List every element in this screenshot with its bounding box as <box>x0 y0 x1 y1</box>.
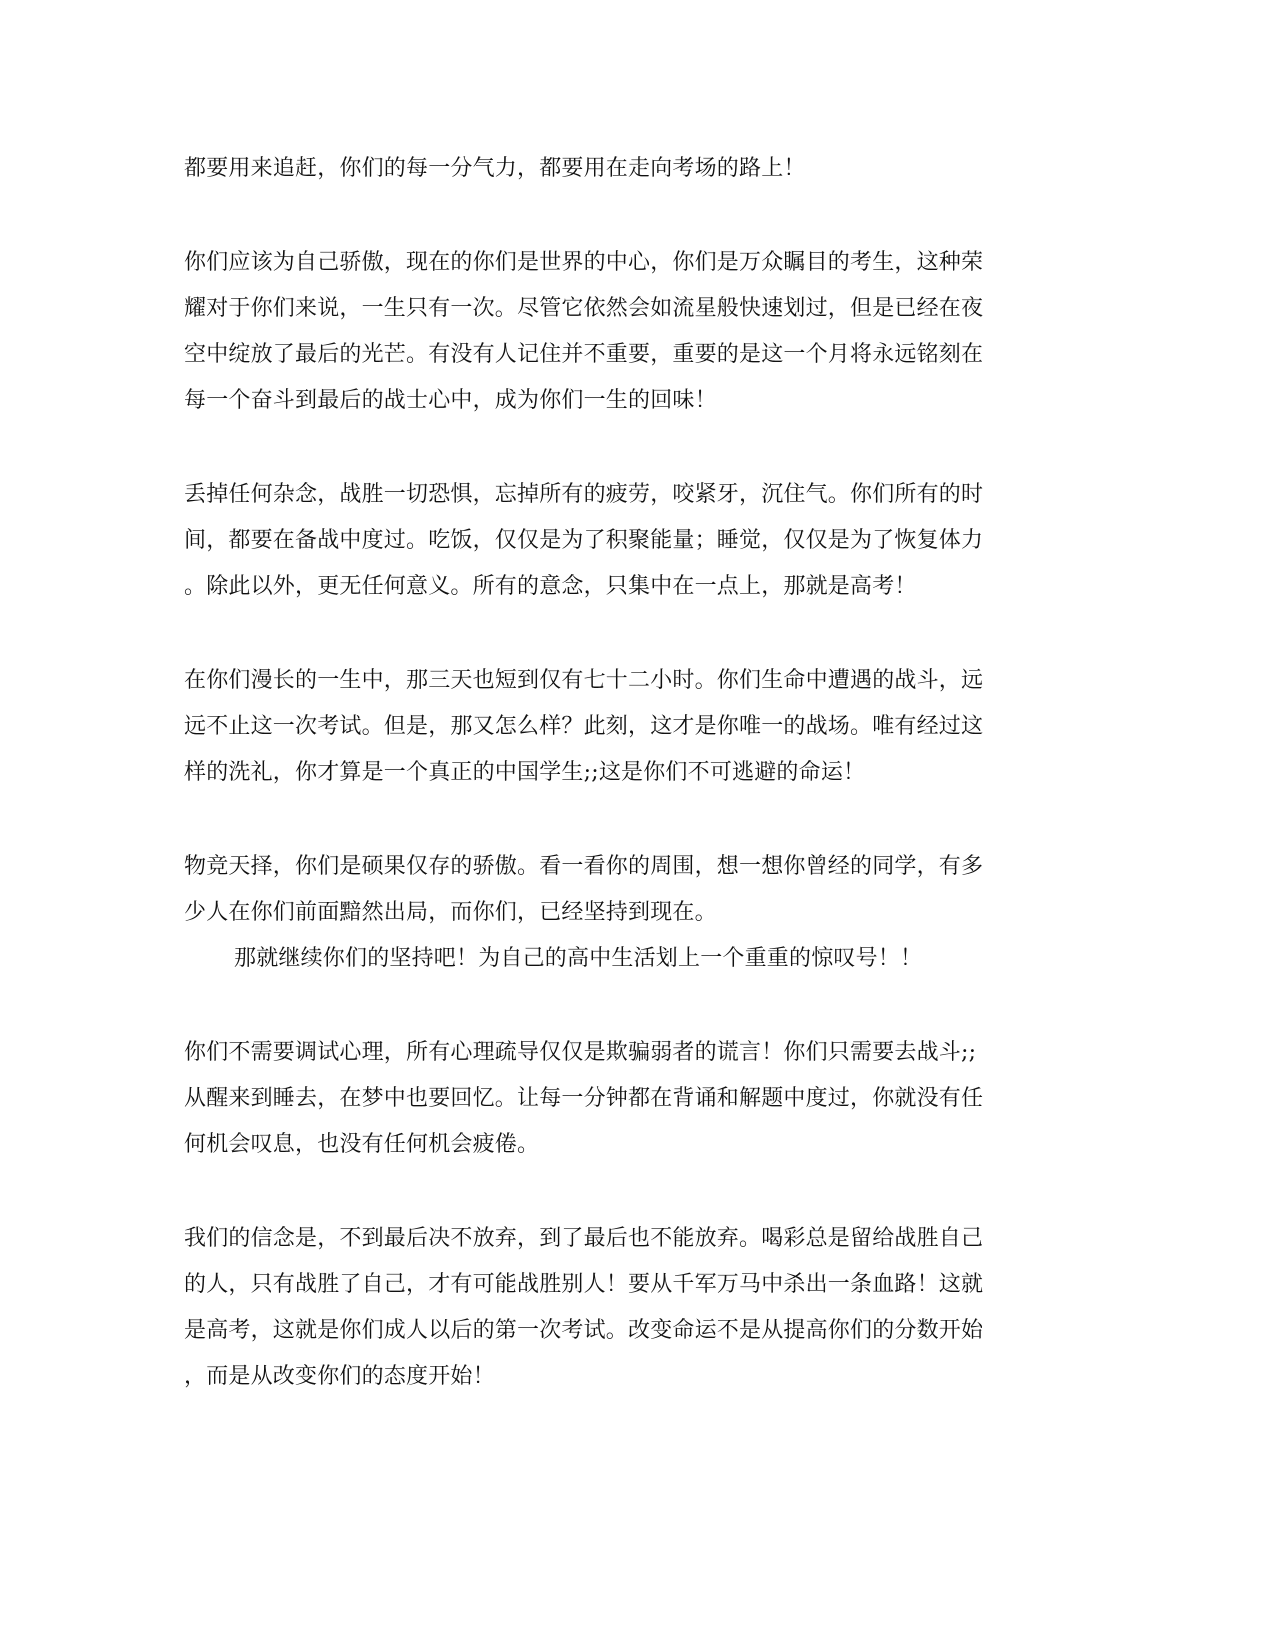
paragraph-7-line-4: ，而是从改变你们的态度开始！ <box>184 1364 495 1389</box>
paragraph-5-line-3: 那就继续你们的坚持吧！为自己的高中生活划上一个重重的惊叹号！！ <box>234 946 923 971</box>
paragraph-2-line-3: 空中绽放了最后的光芒。有没有人记住并不重要，重要的是这一个月将永远铭刻在 <box>184 342 984 367</box>
paragraph-7-line-1: 我们的信念是，不到最后决不放弃，到了最后也不能放弃。喝彩总是留给战胜自己 <box>184 1226 984 1251</box>
paragraph-1-line-1: 都要用来追赶，你们的每一分气力，都要用在走向考场的路上！ <box>184 156 806 181</box>
paragraph-5-line-2: 少人在你们前面黯然出局，而你们，已经坚持到现在。 <box>184 900 717 925</box>
paragraph-4-line-3: 样的洗礼，你才算是一个真正的中国学生;;这是你们不可逃避的命运！ <box>184 760 866 785</box>
paragraph-2-line-2: 耀对于你们来说，一生只有一次。尽管它依然会如流星般快速划过，但是已经在夜 <box>184 296 984 321</box>
paragraph-2-line-1: 你们应该为自己骄傲，现在的你们是世界的中心，你们是万众瞩目的考生，这种荣 <box>184 250 984 275</box>
paragraph-2-line-4: 每一个奋斗到最后的战士心中，成为你们一生的回味！ <box>184 388 717 413</box>
paragraph-4-line-1: 在你们漫长的一生中，那三天也短到仅有七十二小时。你们生命中遭遇的战斗，远 <box>184 668 984 693</box>
paragraph-3-line-1: 丢掉任何杂念，战胜一切恐惧，忘掉所有的疲劳，咬紧牙，沉住气。你们所有的时 <box>184 482 984 507</box>
paragraph-7-line-3: 是高考，这就是你们成人以后的第一次考试。改变命运不是从提高你们的分数开始 <box>184 1318 984 1343</box>
paragraph-5-line-1: 物竞天择，你们是硕果仅存的骄傲。看一看你的周围，想一想你曾经的同学，有多 <box>184 854 984 879</box>
paragraph-3-line-3: 。除此以外，更无任何意义。所有的意念，只集中在一点上，那就是高考！ <box>184 574 917 599</box>
paragraph-4-line-2: 远不止这一次考试。但是，那又怎么样？此刻，这才是你唯一的战场。唯有经过这 <box>184 714 984 739</box>
paragraph-3-line-2: 间，都要在备战中度过。吃饭，仅仅是为了积聚能量；睡觉，仅仅是为了恢复体力 <box>184 528 984 553</box>
paragraph-7-line-2: 的人，只有战胜了自己，才有可能战胜别人！要从千军万马中杀出一条血路！这就 <box>184 1272 984 1297</box>
paragraph-6-line-2: 从醒来到睡去，在梦中也要回忆。让每一分钟都在背诵和解题中度过，你就没有任 <box>184 1086 984 1111</box>
paragraph-6-line-1: 你们不需要调试心理，所有心理疏导仅仅是欺骗弱者的谎言！你们只需要去战斗;; <box>184 1040 977 1065</box>
paragraph-6-line-3: 何机会叹息，也没有任何机会疲倦。 <box>184 1132 540 1157</box>
